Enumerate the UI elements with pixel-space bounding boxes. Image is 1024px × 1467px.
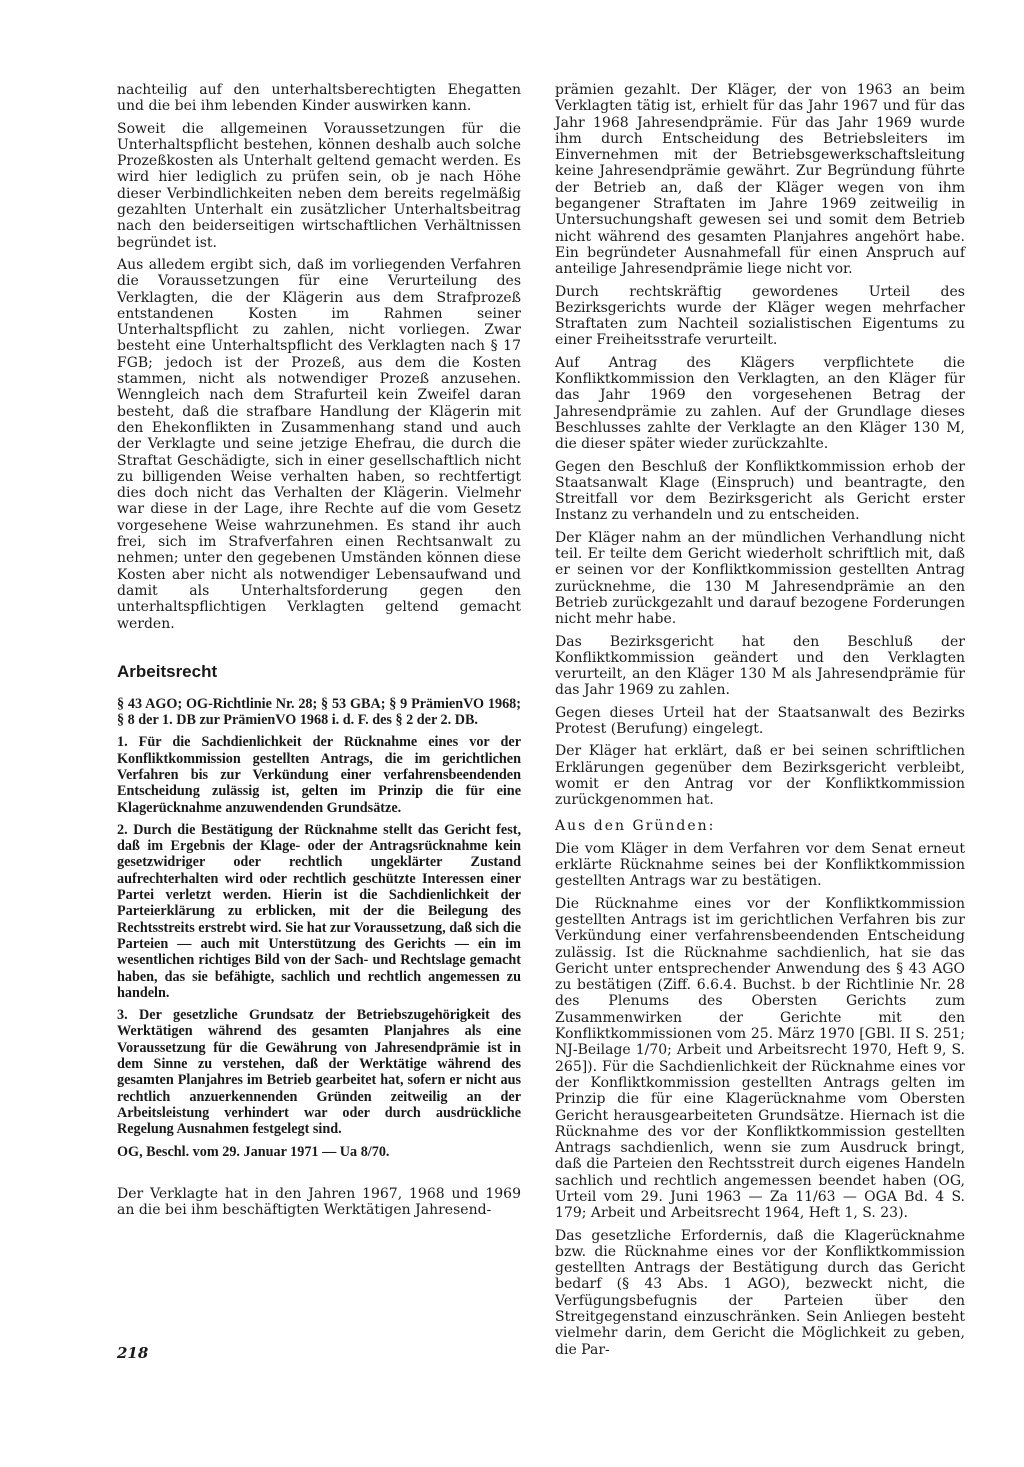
paragraph: Der Verklagte hat in den Jahren 1967, 1968 und 1969 an die bei ihm beschäftigten Werktätigen Jahresend- — [117, 1185, 521, 1219]
section-heading: Arbeitsrecht — [117, 661, 218, 681]
paragraph: Das gesetzliche Erfordernis, daß die Klagerücknahme bzw. die Rücknahme eines vor der Konfliktkommission gestellten Antrags der Bestätigung durch das Gericht bedarf (§ 43 Abs. 1 AGO), bezweckt nicht, die Verfügungsbefugnis der Parteien über den Streitgegenstand einzuschränken. Sein Anliegen besteht vielmehr darin, dem Gericht die Möglichkeit zu geben, die Par- — [555, 1227, 965, 1358]
paragraph: Das Bezirksgericht hat den Beschluß der Konfliktkommission geändert und den Verklagten verurteilt, an den Kläger 130 M als Jahresendprämie für das Jahr 1969 zu zahlen. — [555, 633, 965, 699]
paragraph: prämien gezahlt. Der Kläger, der von 1963 an beim Verklagten tätig ist, erhielt für das Jahr 1967 und für das Jahr 1968 Jahresendprämie. Für das Jahr 1969 wurde ihm durch Entscheidung des Betriebsleiters im Einvernehmen mit der Betriebsgewerkschaftsleitung keine Jahresendprämie gewährt. Zur Begründung führte der Betrieb an, daß der Kläger wegen von ihm begangener Straftaten im Jahre 1969 zeitweilig in Untersuchungshaft gewesen sei und somit dem Betrieb nicht während des gesamten Planjahres angehört habe. Ein begründeter Ausnahmefall für einen Anspruch auf anteilige Jahresendprämie liege nicht vor. — [555, 82, 965, 278]
paragraph: Gegen den Beschluß der Konfliktkommission erhob der Staatsanwalt Klage (Einspruch) und beantragte, den Streitfall vor dem Bezirksgericht als Gericht erster Instanz zu verhandeln und zu entscheiden. — [555, 458, 965, 524]
paragraph: nachteilig auf den unterhaltsberechtigten Ehegatten und die bei ihm lebenden Kinder auswirken kann. — [117, 82, 521, 115]
left-column — [117, 82, 521, 1224]
paragraph: Die vom Kläger in dem Verfahren vor dem Senat erneut erklärte Rücknahme seines bei der Konfliktkommission gestellten Antrags war zu bestätigen. — [555, 840, 965, 890]
legal-norms: § 43 AGO; OG-Richtlinie Nr. 28; § 53 GBA; § 9 PrämienVO 1968; § 8 der 1. DB zur PrämienVO 1968 i. d. F. des § 2 der 2. DB. — [117, 695, 521, 729]
page-number: 218 — [117, 1344, 149, 1362]
paragraph: Gegen dieses Urteil hat der Staatsanwalt des Bezirks Protest (Berufung) eingelegt. — [555, 704, 965, 737]
paragraph: Der Kläger nahm an der mündlichen Verhandlung nicht teil. Er teilte dem Gericht wiederholt schriftlich mit, daß er seinen vor der Konfliktkommission gestellten Antrag zurücknehme, die 130 M Jahresendprämie an den Betrieb zurückgezahlt und darauf bezogene Forderungen nicht mehr habe. — [555, 529, 965, 628]
headnote-3: 3. Der gesetzliche Grundsatz der Betriebszugehörigkeit des Werktätigen während des gesamten Planjahres als eine Voraussetzung für die Gewährung von Jahresendprämie ist in dem Sinne zu verstehen, daß der Werktätige während des gesamten Planjahres im Betrieb gearbeitet hat, sofern er nicht aus rechtlich anzuerkennenden Gründen zeitweilig an der Arbeitsleistung verhindert war oder durch ausdrückliche Regelung Ausnahmen festgelegt sind. — [117, 1007, 521, 1138]
reasons-heading: Aus den Gründen: — [555, 818, 716, 835]
headnote-1: 1. Für die Sachdienlichkeit der Rücknahme eines vor der Konfliktkommission gestellten Antrags, die im gerichtlichen Verfahren bis zur Verkündung einer verfahrensbeendenden Entscheidung zulässig ist, gelten im Prinzip die für eine Klagerücknahme anzuwendenden Grundsätze. — [117, 734, 521, 816]
paragraph: Die Rücknahme eines vor der Konfliktkommission gestellten Antrags ist im gerichtlichen Verfahren bis zur Verkündung einer verfahrensbeendenden Entscheidung zulässig. Ist die Rücknahme sachdienlich, hat sie das Gericht unter entsprechender Anwendung des § 43 AGO zu bestätigen (Ziff. 6.6.4. Buchst. b der Richtlinie Nr. 28 des Plenums des Obersten Gerichts zum Zusammenwirken der Gerichte mit den Konfliktkommissionen vom 25. März 1970 [GBl. II S. 251; NJ-Beilage 1/70; Arbeit und Arbeitsrecht 1970, Heft 9, S. 265]). Für die Sachdienlichkeit der Rücknahme eines vor der Konfliktkommission gestellten Antrags gelten im Prinzip die für eine Klagerücknahme vom Obersten Gericht herausgearbeiteten Grundsätze. Hiernach ist die Rücknahme des vor der Konfliktkommission gestellten Antrags sachdienlich, wenn sie zum Ausdruck bringt, daß die Parteien den Rechtsstreit durch eigenes Handeln sachlich und rechtlich angemessen beendet haben (OG, Urteil vom 29. Juni 1963 — Za 11/63 — OGA Bd. 4 S. 179; Arbeit und Arbeitsrecht 1964, Heft 1, S. 23). — [555, 895, 965, 1222]
paragraph: Aus alledem ergibt sich, daß im vorliegenden Verfahren die Voraussetzungen für eine Verurteilung des Verklagten, die der Klägerin aus dem Strafprozeß entstandenen Kosten im Rahmen seiner Unterhaltspflicht zu zahlen, nicht vorliegen. Zwar besteht eine Unterhaltspflicht des Verklagten nach § 17 FGB; jedoch ist der Prozeß, aus dem die Kosten stammen, nicht als notwendiger Prozeß anzusehen. Wenngleich nach dem Strafurteil kein Zweifel daran besteht, daß die strafbare Handlung der Klägerin mit den Ehekonflikten in Zusammenhang stand und auch der Verklagte und seine jetzige Ehefrau, die durch die Straftat Geschädigte, sich in einer gesellschaftlich nicht zu billigenden Weise verhalten haben, so rechtfertigt dies doch nicht das Verhalten der Klägerin. Vielmehr war diese in der Lage, ihre Rechte auf die vom Gesetz vorgesehene Weise wahrzunehmen. Es stand ihr auch frei, sich im Strafverfahren einen Rechtsanwalt zu nehmen; unter den gegebenen Umständen können diese Kosten aber nicht als notwendiger Lebensaufwand und damit als Unterhaltsforderung gegen den unterhaltspflichtigen Verklagten geltend gemacht werden. — [117, 256, 521, 632]
headnote-2: 2. Durch die Bestätigung der Rücknahme stellt das Gericht fest, daß im Ergebnis der Klage- oder der Antragsrücknahme kein gesetzwidriger oder rechtlich ungeklärter Zustand aufrechterhalten wird oder rechtlich geschützte Interessen einer Partei verletzt werden. Hierin ist die Sachdienlichkeit der Parteierklärung zu erblicken, mit der die Beilegung des Rechtsstreits erstrebt wird. Sie hat zur Voraussetzung, daß sich die Parteien — auch mit Unterstützung des Gerichts — ein im wesentlichen richtiges Bild von der Sach- und Rechtslage gemacht haben, das sie befähigte, sachlich und rechtlich angemessen zu handeln. — [117, 821, 521, 1001]
paragraph: Der Kläger hat erklärt, daß er bei seinen schriftlichen Erklärungen gegenüber dem Bezirksgericht verbleibt, womit er den Antrag vor der Konfliktkommission zurückgenommen hat. — [555, 743, 965, 809]
paragraph: Durch rechtskräftig gewordenes Urteil des Bezirksgerichts wurde der Kläger wegen mehrfacher Straftaten zum Nachteil sozialistischen Eigentums zu einer Freiheitsstrafe verurteilt. — [555, 283, 965, 349]
paragraph: Auf Antrag des Klägers verpflichtete die Konfliktkommission den Verklagten, an den Kläger für das Jahr 1969 den vorgesehenen Betrag der Jahresendprämie zu zahlen. Auf der Grundlage dieses Beschlusses zahlte der Verklagte an den Kläger 130 M, die dieser später wieder zurückzahlte. — [555, 354, 965, 453]
decision-citation: OG, Beschl. vom 29. Januar 1971 — Ua 8/70. — [117, 1143, 390, 1160]
paragraph: Soweit die allgemeinen Voraussetzungen für die Unterhaltspflicht bestehen, können deshalb auch solche Prozeßkosten als Unterhalt geltend gemacht werden. Es wird hier lediglich zu prüfen sein, ob je nach Höhe dieser Verbindlichkeiten neben dem bereits regelmäßig gezahlten Unterhalt ein zusätzlicher Unterhaltsbeitrag nach den beiderseitigen wirtschaftlichen Verhältnissen begründet ist. — [117, 120, 521, 251]
right-column — [555, 82, 965, 1364]
